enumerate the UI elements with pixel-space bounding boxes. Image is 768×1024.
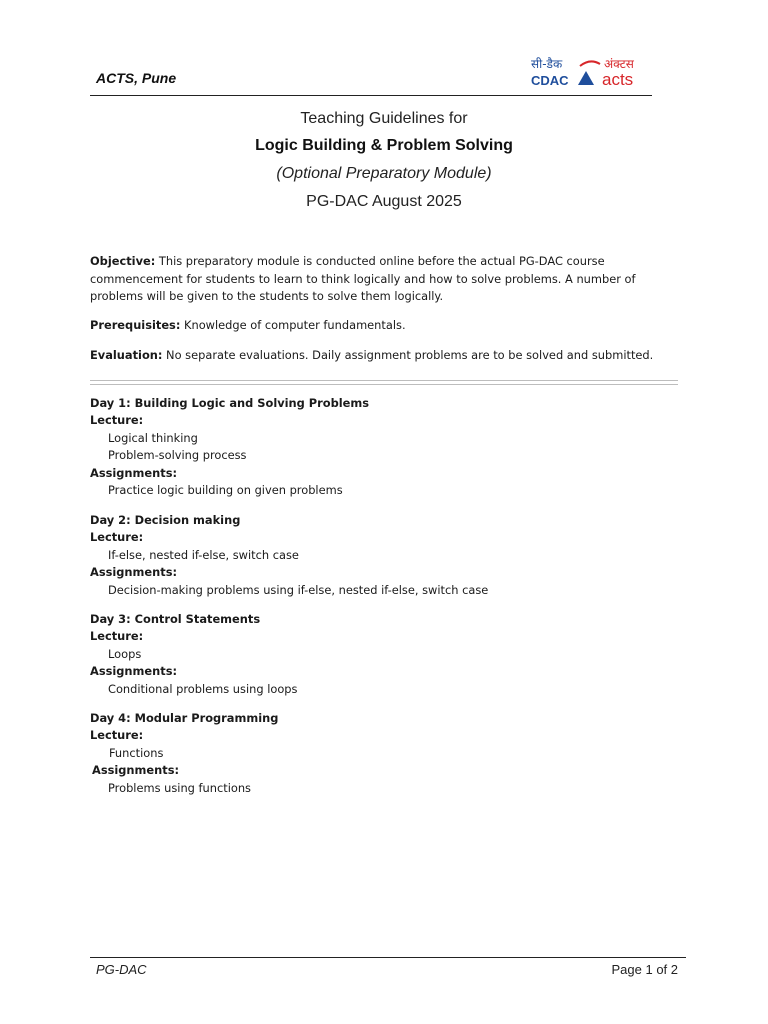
evaluation-paragraph: [90, 347, 680, 365]
footer-program: PG-DAC: [96, 962, 147, 977]
header-rule: [90, 95, 652, 96]
evaluation-text: No separate evaluations. Daily assignment problems are to be solved and submitted.: [162, 348, 654, 362]
day-2-assign-item-1: Decision-making problems using if-else, nested if-else, switch case: [108, 582, 489, 597]
day-4-assign-label: Assignments:: [92, 763, 180, 778]
logo-acts: acts: [602, 70, 634, 89]
objective-label: Objective:: [90, 254, 156, 268]
day-3-title: Day 3: Control Statements: [90, 612, 261, 626]
prerequisites-text: Knowledge of computer fundamentals.: [180, 318, 406, 332]
day-1-lecture-label: Lecture:: [90, 413, 144, 428]
footer-rule: [90, 957, 686, 958]
footer-page-number: Page 1 of 2: [611, 962, 678, 977]
day-2-title: Day 2: Decision making: [90, 513, 241, 527]
logo-acts-swoosh: [580, 61, 600, 66]
day-1-title: Day 1: Building Logic and Solving Problems: [90, 396, 370, 410]
day-4-section: [90, 710, 680, 797]
objective-text: This preparatory module is conducted online before the actual PG-DAC course commencement for students to learn to think logically and how to solve problems. A number of problems will be given to the students to solve them logically.: [90, 254, 636, 303]
title-line-3: (Optional Preparatory Module): [276, 165, 492, 182]
day-3-assign-item-1: Conditional problems using loops: [108, 681, 298, 696]
day-1-section: [90, 395, 680, 499]
logo-cdac: CDAC: [531, 73, 569, 88]
day-1-lecture-item-2: Problem-solving process: [108, 448, 247, 463]
section-separator: [90, 380, 678, 385]
day-2-section: [90, 512, 680, 599]
logo-acts-hindi: अंक्टस: [604, 57, 634, 71]
day-1-assign-label: Assignments:: [90, 465, 178, 480]
prerequisites-paragraph: [90, 317, 680, 335]
day-3-lecture-label: Lecture:: [90, 629, 144, 644]
day-3-section: [90, 611, 680, 698]
title-line-1: Teaching Guidelines for: [300, 110, 468, 127]
header-org: ACTS, Pune: [96, 70, 177, 86]
evaluation-label: Evaluation:: [90, 348, 163, 362]
title-line-4: PG-DAC August 2025: [306, 193, 462, 210]
title-line-2: Logic Building & Problem Solving: [255, 137, 513, 154]
day-3-lecture-item-1: Loops: [108, 646, 142, 661]
day-2-assign-label: Assignments:: [90, 565, 178, 580]
day-4-lecture-item-1: Functions: [109, 745, 164, 760]
day-4-lecture-label: Lecture:: [90, 728, 144, 743]
day-4-assign-item-1: Problems using functions: [108, 780, 251, 795]
cdac-acts-logo: [530, 54, 652, 90]
day-2-lecture-label: Lecture:: [90, 530, 144, 545]
logo-cdac-hindi: सी-डैक: [531, 57, 563, 71]
day-2-lecture-item-1: If-else, nested if-else, switch case: [108, 547, 299, 562]
day-1-assign-item-1: Practice logic building on given problems: [108, 483, 343, 498]
day-4-title: Day 4: Modular Programming: [90, 711, 279, 725]
day-1-lecture-item-1: Logical thinking: [108, 430, 198, 445]
prerequisites-label: Prerequisites:: [90, 318, 181, 332]
logo-acts-mark: [578, 71, 594, 85]
day-3-assign-label: Assignments:: [90, 664, 178, 679]
objective-paragraph: [90, 253, 680, 306]
